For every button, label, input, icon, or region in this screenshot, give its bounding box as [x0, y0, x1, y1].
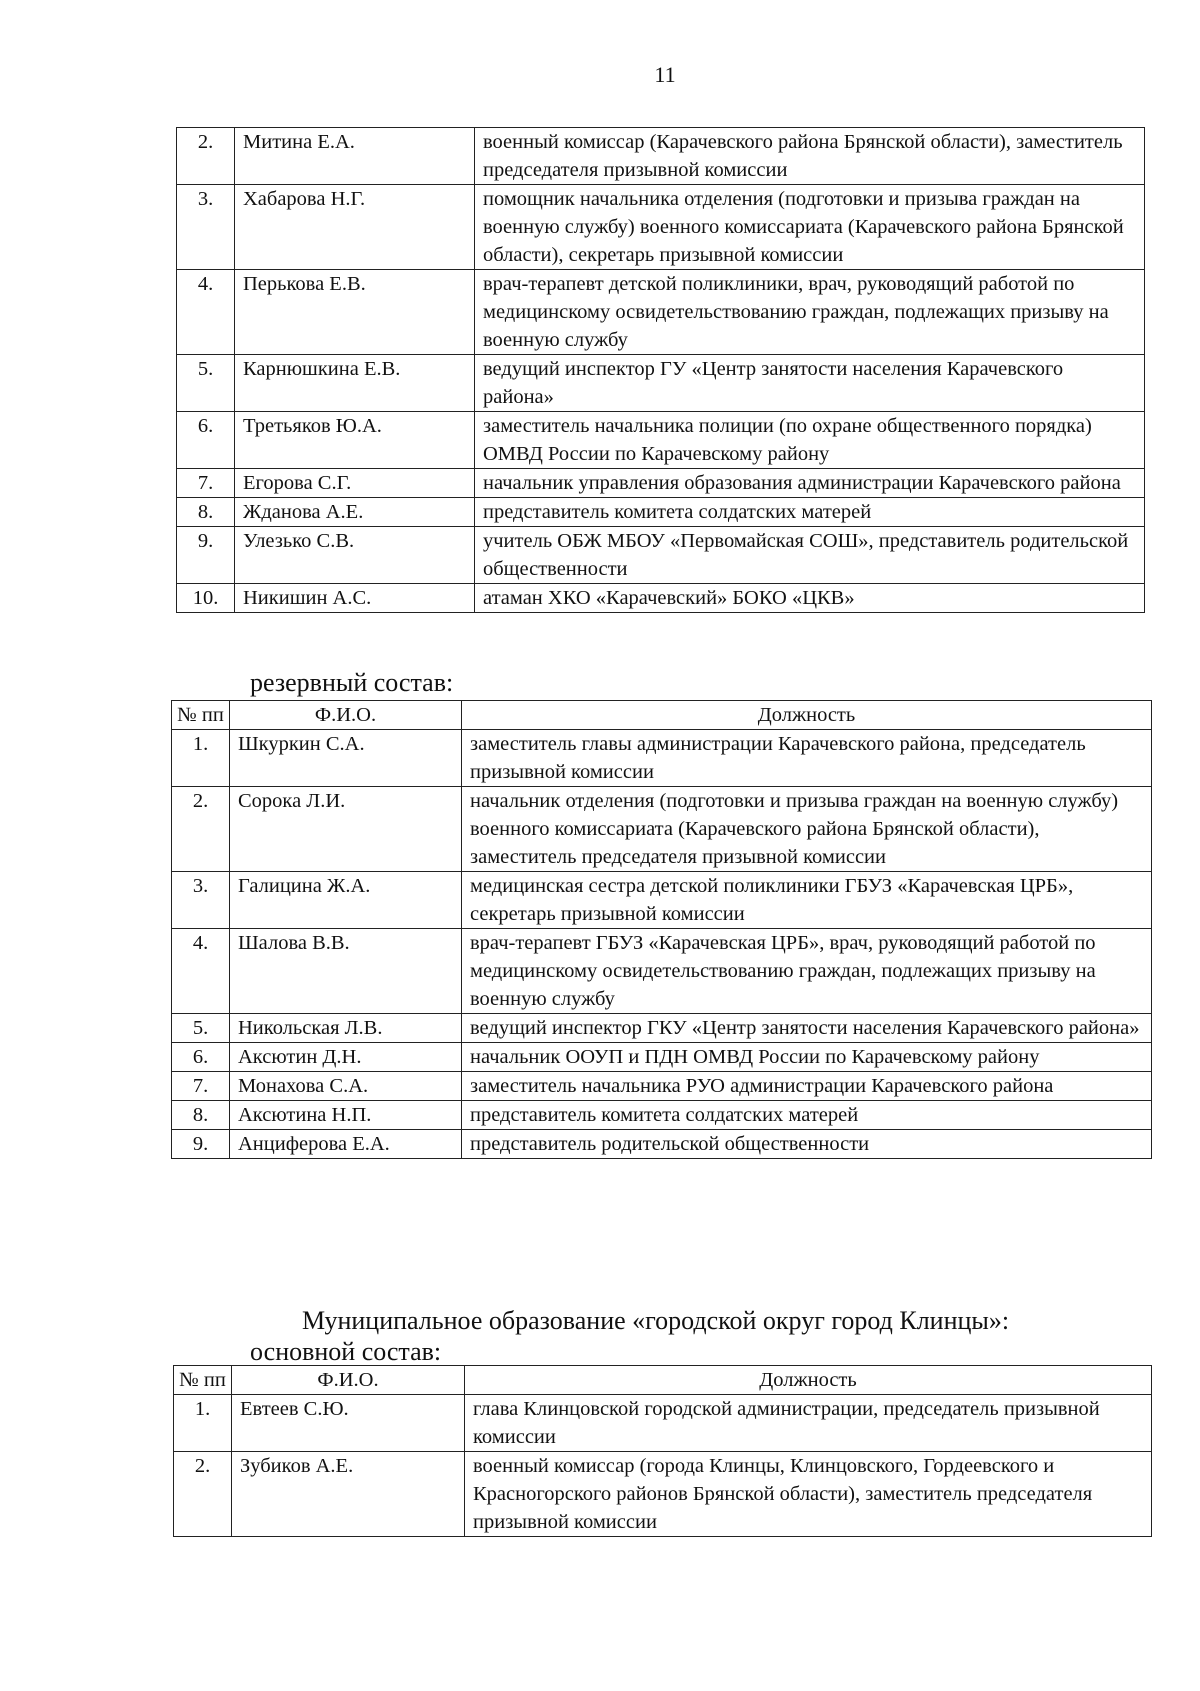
member-name: Анциферова Е.А. — [230, 1130, 462, 1159]
member-position: врач-терапевт ГБУЗ «Карачевская ЦРБ», врач, руководящий работой по медицинскому освидетельствованию граждан, подлежащих призыву на военную службу — [462, 929, 1152, 1014]
main-composition-table — [173, 1365, 1152, 1537]
header-name: Ф.И.О. — [230, 701, 462, 730]
member-name: Егорова С.Г. — [235, 469, 475, 498]
row-number: 7. — [177, 469, 235, 498]
page-number: 11 — [654, 62, 676, 87]
row-number: 6. — [177, 412, 235, 469]
table-row — [177, 128, 1145, 185]
table-row — [172, 1072, 1152, 1101]
table-row — [172, 872, 1152, 929]
member-position: ведущий инспектор ГКУ «Центр занятости населения Карачевского района» — [462, 1014, 1152, 1043]
table-row — [177, 270, 1145, 355]
table-row — [174, 1395, 1152, 1452]
table-row — [172, 1130, 1152, 1159]
member-position: представитель комитета солдатских матерей — [462, 1101, 1152, 1130]
table-row — [172, 730, 1152, 787]
municipality-heading: Муниципальное образование «городской округ город Клинцы»: — [302, 1306, 1010, 1335]
member-name: Зубиков А.Е. — [232, 1452, 465, 1537]
member-position: атаман ХКО «Карачевский» БОКО «ЦКВ» — [475, 584, 1145, 613]
reserve-composition-table — [171, 700, 1152, 1159]
row-number: 9. — [177, 527, 235, 584]
member-name: Монахова С.А. — [230, 1072, 462, 1101]
member-name: Шалова В.В. — [230, 929, 462, 1014]
member-name: Галицина Ж.А. — [230, 872, 462, 929]
member-position: военный комиссар (города Клинцы, Клинцовского, Гордеевского и Красногорского районов Брянской области), заместитель председателя призывной комиссии — [465, 1452, 1152, 1537]
member-position: заместитель начальника полиции (по охране общественного порядка) ОМВД России по Карачевскому району — [475, 412, 1145, 469]
table-header-row — [172, 701, 1152, 730]
member-name: Никишин А.С. — [235, 584, 475, 613]
row-number: 10. — [177, 584, 235, 613]
member-name: Третьяков Ю.А. — [235, 412, 475, 469]
table-header-row — [174, 1366, 1152, 1395]
table-row — [177, 584, 1145, 613]
table-row — [174, 1452, 1152, 1537]
member-name: Улезько С.В. — [235, 527, 475, 584]
main-composition-heading: основной состав: — [250, 1337, 442, 1366]
table-row — [177, 355, 1145, 412]
table-row — [177, 527, 1145, 584]
row-number: 7. — [172, 1072, 230, 1101]
member-position: представитель родительской общественности — [462, 1130, 1152, 1159]
table-row — [172, 1043, 1152, 1072]
member-name: Карнюшкина Е.В. — [235, 355, 475, 412]
member-position: военный комиссар (Карачевского района Брянской области), заместитель председателя призывной комиссии — [475, 128, 1145, 185]
table-row — [172, 1101, 1152, 1130]
row-number: 3. — [172, 872, 230, 929]
member-position: заместитель начальника РУО администрации Карачевского района — [462, 1072, 1152, 1101]
member-name: Сорока Л.И. — [230, 787, 462, 872]
member-position: помощник начальника отделения (подготовки и призыва граждан на военную службу) военного комиссариата (Карачевского района Брянской области), секретарь призывной комиссии — [475, 185, 1145, 270]
member-name: Евтеев С.Ю. — [232, 1395, 465, 1452]
header-number: № пп — [172, 701, 230, 730]
member-name: Жданова А.Е. — [235, 498, 475, 527]
header-name: Ф.И.О. — [232, 1366, 465, 1395]
member-name: Хабарова Н.Г. — [235, 185, 475, 270]
table-row — [172, 1014, 1152, 1043]
row-number: 6. — [172, 1043, 230, 1072]
member-position: врач-терапевт детской поликлиники, врач, руководящий работой по медицинскому освидетельствованию граждан, подлежащих призыву на военную службу — [475, 270, 1145, 355]
table-row — [172, 787, 1152, 872]
member-name: Митина Е.А. — [235, 128, 475, 185]
member-position: начальник отделения (подготовки и призыва граждан на военную службу) военного комиссариата (Карачевского района Брянской области), заместитель председателя призывной комиссии — [462, 787, 1152, 872]
table-row — [172, 929, 1152, 1014]
table-row — [177, 412, 1145, 469]
member-name: Аксютина Н.П. — [230, 1101, 462, 1130]
row-number: 8. — [172, 1101, 230, 1130]
row-number: 5. — [172, 1014, 230, 1043]
member-position: заместитель главы администрации Карачевского района, председатель призывной комиссии — [462, 730, 1152, 787]
member-position: начальник управления образования администрации Карачевского района — [475, 469, 1145, 498]
header-position: Должность — [465, 1366, 1152, 1395]
member-name: Перькова Е.В. — [235, 270, 475, 355]
row-number: 3. — [177, 185, 235, 270]
row-number: 2. — [177, 128, 235, 185]
row-number: 1. — [172, 730, 230, 787]
row-number: 5. — [177, 355, 235, 412]
row-number: 9. — [172, 1130, 230, 1159]
header-number: № пп — [174, 1366, 232, 1395]
reserve-composition-heading: резервный состав: — [250, 668, 454, 697]
member-position: медицинская сестра детской поликлиники ГБУЗ «Карачевская ЦРБ», секретарь призывной комиссии — [462, 872, 1152, 929]
member-position: представитель комитета солдатских матерей — [475, 498, 1145, 527]
commission-table-continued — [176, 127, 1145, 613]
member-position: начальник ООУП и ПДН ОМВД России по Карачевскому району — [462, 1043, 1152, 1072]
member-position: учитель ОБЖ МБОУ «Первомайская СОШ», представитель родительской общественности — [475, 527, 1145, 584]
row-number: 4. — [177, 270, 235, 355]
row-number: 2. — [172, 787, 230, 872]
header-position: Должность — [462, 701, 1152, 730]
row-number: 1. — [174, 1395, 232, 1452]
member-name: Шкуркин С.А. — [230, 730, 462, 787]
table-row — [177, 498, 1145, 527]
row-number: 4. — [172, 929, 230, 1014]
row-number: 8. — [177, 498, 235, 527]
member-name: Никольская Л.В. — [230, 1014, 462, 1043]
row-number: 2. — [174, 1452, 232, 1537]
member-name: Аксютин Д.Н. — [230, 1043, 462, 1072]
table-row — [177, 185, 1145, 270]
table-row — [177, 469, 1145, 498]
member-position: ведущий инспектор ГУ «Центр занятости населения Карачевского района» — [475, 355, 1145, 412]
member-position: глава Клинцовской городской администрации, председатель призывной комиссии — [465, 1395, 1152, 1452]
